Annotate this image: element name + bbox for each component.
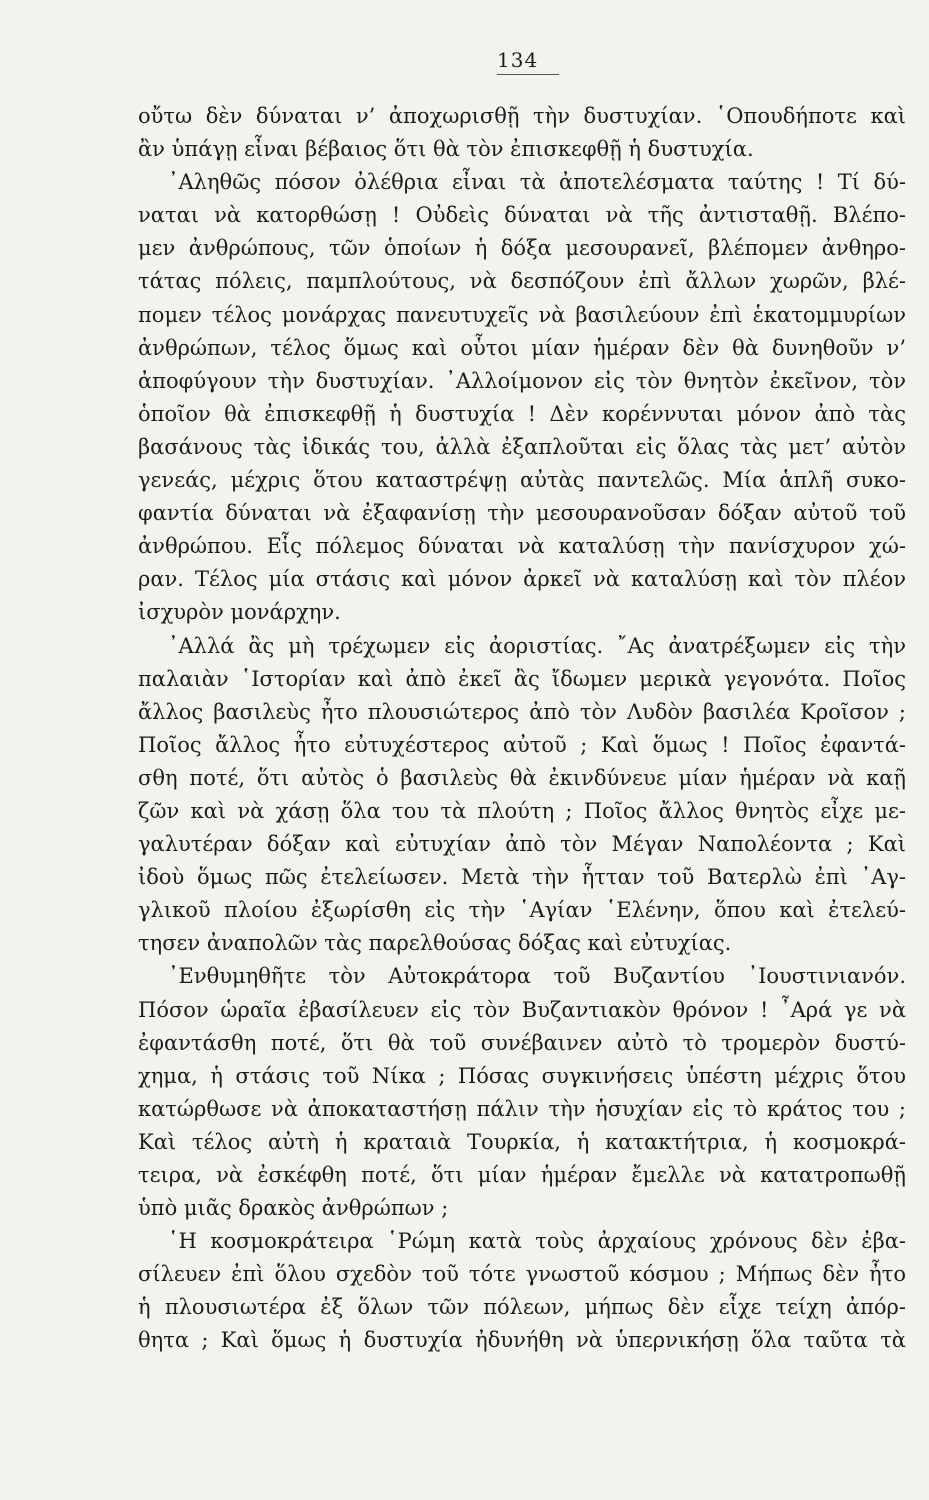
- text-line: σθη ποτέ, ὅτι αὐτὸς ὁ βασιλεὺς θὰ ἐκινδύνευε μίαν ἡμέραν νὰ καῇ: [138, 765, 906, 790]
- text-line: ἀνθρώπου. Εἷς πόλεμος δύναται νὰ καταλύσῃ τὴν πανίσχυρον χώ-: [138, 534, 906, 559]
- text-line: ῾Η κοσμοκράτειρα ῾Ρώμη κατὰ τοὺς ἀρχαίους χρόνους δὲν ἐβα-: [168, 1229, 906, 1254]
- text-line: ᾿Ενθυμηθῆτε τὸν Αὐτοκράτορα τοῦ Βυζαντίου ᾿Ιουστινιανόν.: [168, 964, 906, 989]
- text-line: τάτας πόλεις, παμπλούτους, νὰ δεσπόζουν ἐπὶ ἄλλων χωρῶν, βλέ-: [138, 269, 906, 294]
- text-line: τησεν ἀναπολῶν τὰς παρελθούσας δόξας καὶ εὐτυχίας.: [138, 931, 732, 956]
- text-line: γαλυτέραν δόξαν καὶ εὐτυχίαν ἀπὸ τὸν Μέγαν Ναπολέοντα ; Καὶ: [138, 832, 906, 857]
- page-number: 134: [497, 48, 559, 75]
- text-line: Καὶ τέλος αὐτὴ ἡ κραταιὰ Τουρκία, ἡ κατακτήτρια, ἡ κοσμοκρά-: [138, 1129, 906, 1154]
- text-line: γενεάς, μέχρις ὅτου καταστρέψῃ αὐτὰς παντελῶς. Μία ἁπλῆ συκο-: [138, 468, 906, 493]
- text-line: ἂν ὑπάγῃ εἶναι βέβαιος ὅτι θὰ τὸν ἐπισκεφθῇ ἡ δυστυχία.: [138, 137, 754, 162]
- text-line: ἀποφύγουν τὴν δυστυχίαν. ᾿Αλλοίμονον εἰς τὸν θνητὸν ἐκεῖνον, τὸν: [138, 368, 906, 393]
- text-line: ὑπὸ μιᾶς δρακὸς ἀνθρώπων ;: [138, 1196, 449, 1221]
- text-line: πομεν τέλος μονάρχας πανευτυχεῖς νὰ βασιλεύουν ἐπὶ ἑκατομμυρίων: [138, 302, 906, 327]
- text-line: ᾿Αληθῶς πόσον ὀλέθρια εἶναι τὰ ἀποτελέσματα ταύτης ! Τί δύ-: [168, 170, 906, 195]
- text-line: παλαιὰν ῾Ιστορίαν καὶ ἀπὸ ἐκεῖ ἂς ἴδωμεν μερικὰ γεγονότα. Ποῖος: [138, 666, 906, 691]
- text-line: μεν ἀνθρώπους, τῶν ὁποίων ἡ δόξα μεσουρανεῖ, βλέπομεν ἀνθηρο-: [138, 236, 906, 261]
- text-line: ἄλλος βασιλεὺς ἦτο πλουσιώτερος ἀπὸ τὸν Λυδὸν βασιλέα Κροῖσον ;: [138, 699, 906, 724]
- text-line: Ποῖος ἄλλος ἦτο εὐτυχέστερος αὐτοῦ ; Καὶ ὅμως ! Ποῖος ἐφαντά-: [138, 732, 906, 757]
- text-line: οὔτω δὲν δύναται ν’ ἀποχωρισθῇ τὴν δυστυχίαν. ῾Οπουδήποτε καὶ: [138, 104, 906, 128]
- text-line: χημα, ἡ στάσις τοῦ Νίκα ; Πόσας συγκινήσεις ὑπέστη μέχρις ὅτου: [138, 1063, 906, 1088]
- text-line: γλικοῦ πλοίου ἐξωρίσθη εἰς τὴν ῾Αγίαν ῾Ελένην, ὅπου καὶ ἐτελεύ-: [138, 898, 906, 923]
- text-line: κατώρθωσε νὰ ἀποκαταστήσῃ πάλιν τὴν ἡσυχίαν εἰς τὸ κράτος του ;: [138, 1096, 906, 1121]
- text-line: ἐφαντάσθη ποτέ, ὅτι θὰ τοῦ συνέβαινεν αὐτὸ τὸ τρομερὸν δυστύ-: [138, 1030, 906, 1055]
- text-line: βασάνους τὰς ἰδικάς του, ἀλλὰ ἐξαπλοῦται εἰς ὅλας τὰς μετ’ αὐτὸν: [138, 434, 906, 459]
- text-line: ἡ πλουσιωτέρα ἐξ ὅλων τῶν πόλεων, μήπως δὲν εἶχε τείχη ἀπόρ-: [138, 1295, 906, 1320]
- text-line: ἰδοὺ ὅμως πῶς ἐτελείωσεν. Μετὰ τὴν ἧτταν τοῦ Βατερλὼ ἐπὶ ᾿Αγ-: [138, 865, 906, 890]
- text-line: ἀνθρώπων, τέλος ὅμως καὶ οὗτοι μίαν ἡμέραν δὲν θὰ δυνηθοῦν ν’: [138, 335, 906, 360]
- text-line: ζῶν καὶ νὰ χάσῃ ὅλα του τὰ πλούτη ; Ποῖος ἄλλος θνητὸς εἶχε με-: [138, 798, 906, 823]
- text-line: φαντία δύναται νὰ ἐξαφανίσῃ τὴν μεσουρανοῦσαν δόξαν αὐτοῦ τοῦ: [138, 501, 906, 526]
- text-line: ραν. Τέλος μία στάσις καὶ μόνον ἀρκεῖ νὰ καταλύσῃ καὶ τὸν πλέον: [138, 567, 906, 592]
- text-line: θητα ; Καὶ ὅμως ἡ δυστυχία ἠδυνήθη νὰ ὑπερνικήσῃ ὅλα ταῦτα τὰ: [138, 1328, 906, 1353]
- text-line: ᾿Αλλά ἂς μὴ τρέχωμεν εἰς ἀοριστίας. ῎Ας ἀνατρέξωμεν εἰς τὴν: [168, 633, 906, 658]
- text-line: Πόσον ὡραῖα ἐβασίλευεν εἰς τὸν Βυζαντιακὸν θρόνον ! ῏Αρά γε νὰ: [138, 997, 906, 1022]
- text-line: σίλευεν ἐπὶ ὅλου σχεδὸν τοῦ τότε γνωστοῦ κόσμου ; Μήπως δὲν ἦτο: [138, 1262, 906, 1287]
- body-text: [138, 100, 906, 1358]
- text-line: ναται νὰ κατορθώσῃ ! Οὐδεὶς δύναται νὰ τῆς ἀντισταθῇ. Βλέπο-: [138, 203, 906, 228]
- text-line: τειρα, νὰ ἐσκέφθη ποτέ, ὅτι μίαν ἡμέραν ἔμελλε νὰ κατατροπωθῇ: [138, 1163, 906, 1187]
- text-line: ὁποῖον θὰ ἐπισκεφθῇ ἡ δυστυχία ! Δὲν κορέννυται μόνον ἀπὸ τὰς: [138, 401, 906, 426]
- text-line: ἰσχυρὸν μονάρχην.: [138, 600, 341, 625]
